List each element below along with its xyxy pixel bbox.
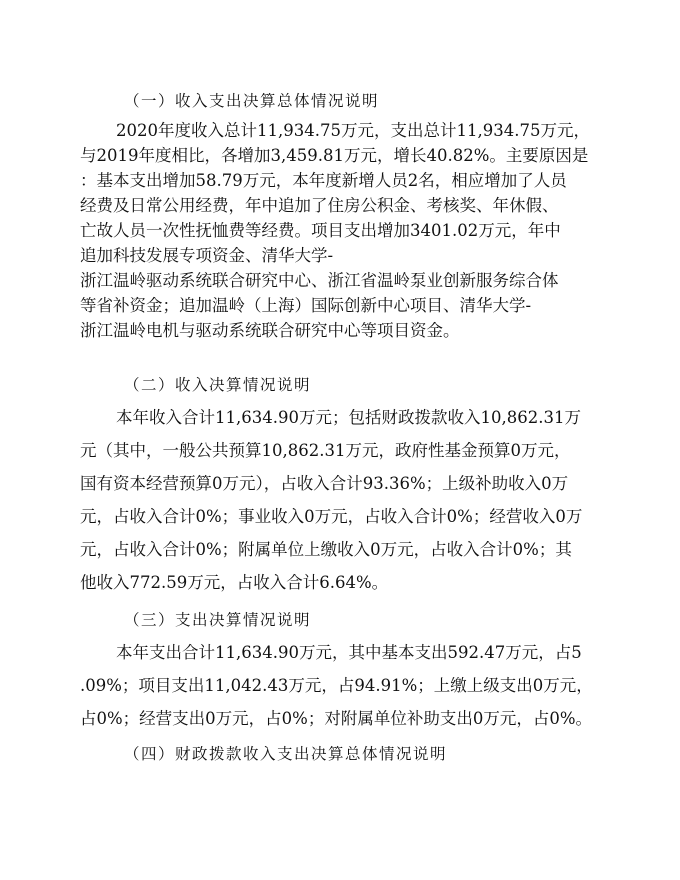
paragraph-line: 本年支出合计11,634.90万元，其中基本支出592.47万元，占5 [116, 643, 582, 662]
paragraph-line: .09%；项目支出11,042.43万元，占94.91%；上缴上级支出0万元， [80, 676, 593, 695]
paragraph-line: 追加科技发展专项资金、清华大学- [80, 246, 334, 265]
section-heading-3: （三）支出决算情况说明 [124, 611, 312, 629]
paragraph-line: 元（其中，一般公共预算10,862.31万元，政府性基金预算0万元， [80, 441, 571, 460]
paragraph-line: 浙江温岭驱动系统联合研究中心、浙江省温岭泵业创新服务综合体 [80, 271, 559, 290]
section-heading-1: （一）收入支出决算总体情况说明 [124, 92, 380, 110]
paragraph-line: 等省补资金；追加温岭（上海）国际创新中心项目、清华大学- [80, 296, 532, 315]
paragraph-line: 2020年度收入总计11,934.75万元，支出总计11,934.75万元， [116, 121, 590, 140]
paragraph-line: ：基本支出增加58.79万元，本年度新增人员2名，相应增加了人员 [80, 171, 567, 190]
paragraph-line: 国有资本经营预算0万元），占收入合计93.36%；上级补助收入0万 [80, 474, 569, 493]
paragraph-line: 经费及日常公用经费，年中追加了住房公积金、考核奖、年休假、 [80, 196, 559, 215]
section-heading-4: （四）财政拨款收入支出决算总体情况说明 [124, 745, 448, 763]
paragraph-line: 元，占收入合计0%；附属单位上缴收入0万元，占收入合计0%；其 [80, 540, 572, 559]
paragraph-line: 本年收入合计11,634.90万元；包括财政拨款收入10,862.31万 [116, 408, 581, 427]
paragraph-line: 元，占收入合计0%；事业收入0万元，占收入合计0%；经营收入0万 [80, 507, 583, 526]
paragraph-line: 他收入772.59万元，占收入合计6.64%。 [80, 573, 389, 592]
section-heading-2: （二）收入决算情况说明 [124, 376, 312, 394]
paragraph-line: 占0%；经营支出0万元，占0%；对附属单位补助支出0万元，占0%。 [80, 709, 593, 728]
paragraph-line: 与2019年度相比，各增加3,459.81万元，增长40.82%。主要原因是 [80, 146, 589, 165]
paragraph-line: 亡故人员一次性抚恤费等经费。项目支出增加3401.02万元，年中 [80, 221, 561, 240]
paragraph-line: 浙江温岭电机与驱动系统联合研究中心等项目资金。 [80, 321, 460, 340]
